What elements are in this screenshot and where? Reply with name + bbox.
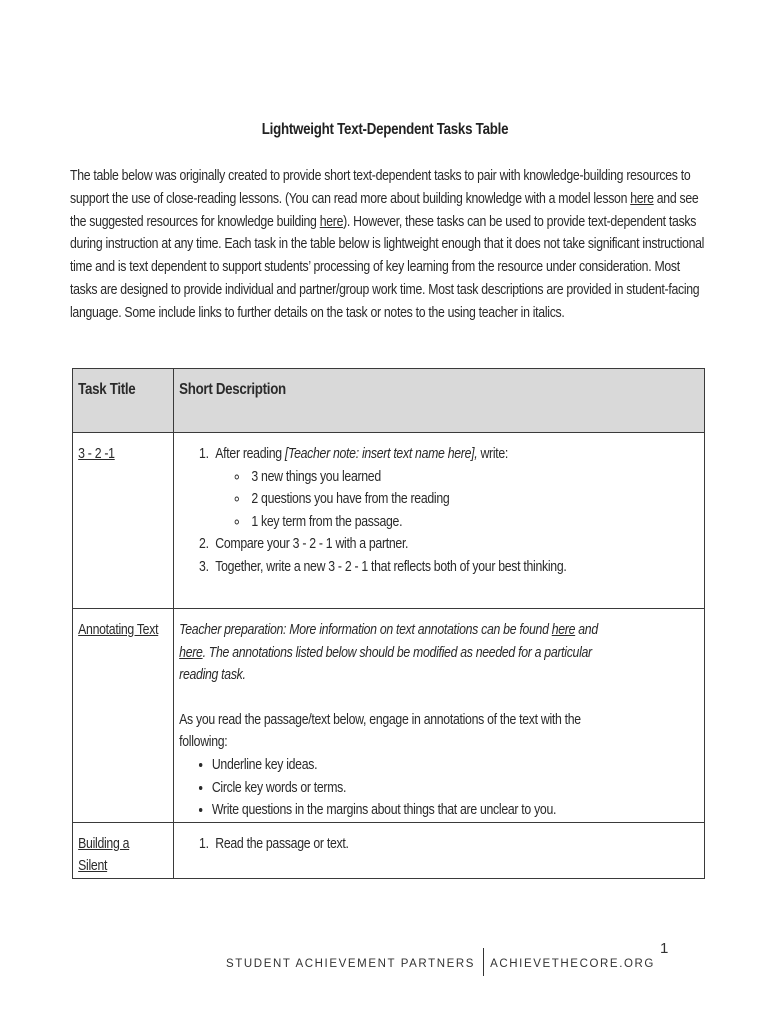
substep-item: ◦ 3 new things you learned bbox=[248, 466, 626, 489]
annotation-instruction: As you read the passage/text below, engage in annotations of the text with the following: bbox=[179, 711, 581, 751]
intro-paragraph bbox=[70, 165, 708, 325]
annotation-link-1[interactable]: here bbox=[551, 622, 576, 638]
task-title-cell bbox=[73, 822, 174, 878]
annotation-link-2[interactable]: here bbox=[179, 644, 203, 661]
substep-item: ◦ 2 questions you have from the reading bbox=[248, 488, 626, 511]
step-item: 2. Compare your 3 - 2 - 1 with a partner. bbox=[212, 533, 627, 556]
step-item: 3. Together, write a new 3 - 2 - 1 that reflects both of your best thinking. bbox=[212, 556, 627, 579]
steps-list bbox=[179, 443, 626, 579]
intro-text-3: ). However, these tasks can be used to provide text-dependent tasks during instruction at any time. Each task in the table below is lightweight enough that it does not take significant instructional time and is text dependent to support students’ processing of key learning from the resource under consideration. Most tasks are designed to provide individual and partner/group work time. Most task descriptions are provided in student-facing language. Some include links to further details on the task or notes to the using teacher in italics. bbox=[70, 213, 705, 321]
intro-link-suggested-resources[interactable]: here bbox=[319, 213, 344, 230]
step-item: 1. After reading [Teacher note: insert text name here], write: ◦ 3 new things you learned ◦ 2 questions you have from the reading ◦ 1 key term from the passage. bbox=[212, 443, 627, 533]
teacher-note: [Teacher note: insert text name here], bbox=[284, 446, 478, 462]
bullet-item: • Write questions in the margins about things that are unclear to you. bbox=[212, 799, 627, 822]
tasks-table bbox=[72, 368, 705, 879]
teacher-preparation-note: Teacher preparation: More information on text annotations can be found here and here. The annotations listed below should be modified as needed for a particular reading task. bbox=[179, 622, 598, 684]
intro-link-model-lesson[interactable]: here bbox=[630, 190, 654, 207]
bullet-item: • Underline key ideas. bbox=[212, 754, 627, 777]
header-short-description: Short Description bbox=[174, 369, 705, 433]
bullet-item: • Circle key words or terms. bbox=[212, 777, 627, 800]
header-task-title: Task Title bbox=[73, 369, 174, 433]
annotation-bullets bbox=[179, 754, 626, 822]
table-row bbox=[73, 609, 705, 823]
step-item: 1. Read the passage or text. bbox=[212, 833, 627, 856]
task-link-building-a-silent[interactable]: Building a Silent bbox=[78, 835, 130, 875]
table-header-row bbox=[73, 369, 705, 433]
page-number: 1 bbox=[660, 940, 669, 957]
task-link-3-2-1[interactable]: 3 - 2 -1 bbox=[78, 446, 115, 462]
intro-text-2: and see the suggested resources for knowledge building bbox=[70, 190, 699, 230]
task-link-annotating-text[interactable]: Annotating Text bbox=[78, 622, 159, 638]
task-description-cell bbox=[174, 822, 705, 878]
intro-text-1: The table below was originally created to provide short text-dependent tasks to pair with knowledge-building resources to support the use of close-reading lessons. (You can read more about building knowledge with a model lesson bbox=[70, 168, 691, 207]
substeps-list bbox=[215, 466, 626, 534]
table-row bbox=[73, 822, 705, 878]
brand-site: ACHIEVETHECORE.ORG bbox=[490, 958, 655, 971]
table-row bbox=[73, 433, 705, 609]
footer-brand bbox=[226, 950, 655, 978]
task-title-cell bbox=[73, 609, 174, 823]
task-description-cell bbox=[174, 609, 705, 823]
page-title: Lightweight Text-Dependent Tasks Table bbox=[261, 121, 509, 138]
brand-name: STUDENT ACHIEVEMENT PARTNERS bbox=[226, 958, 476, 971]
substep-item: ◦ 1 key term from the passage. bbox=[248, 511, 626, 534]
task-title-cell bbox=[73, 433, 174, 609]
footer-divider bbox=[483, 948, 484, 976]
steps-list bbox=[179, 833, 626, 856]
task-description-cell bbox=[174, 433, 705, 609]
